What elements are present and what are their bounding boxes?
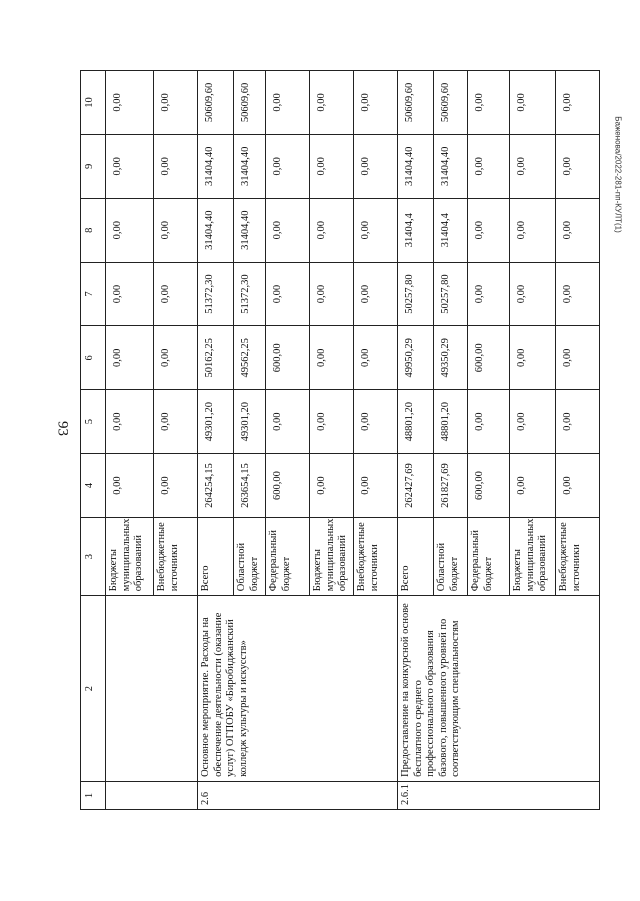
- value-cell: 0,00: [354, 454, 398, 518]
- value-cell: 0,00: [310, 262, 354, 326]
- value-cell: 49301,20: [198, 390, 234, 454]
- value-cell: 0,00: [468, 262, 510, 326]
- table-row: [398, 71, 434, 810]
- value-cell: 31404,40: [198, 134, 234, 198]
- funding-source-cell: Внебюджетные источники: [154, 517, 198, 595]
- row-number-cell: [106, 781, 198, 809]
- value-cell: 0,00: [354, 71, 398, 135]
- value-cell: 0,00: [468, 198, 510, 262]
- header-cell: 9: [81, 134, 106, 198]
- value-cell: 48801,20: [434, 390, 468, 454]
- header-cell: 7: [81, 262, 106, 326]
- header-cell: 2: [81, 596, 106, 782]
- value-cell: 0,00: [106, 454, 154, 518]
- value-cell: 0,00: [510, 390, 556, 454]
- value-cell: 0,00: [510, 262, 556, 326]
- activity-name-cell: Предоставление на конкурсной основе бесплатного среднего профессионального образования базового, повышенного уровней по соответствующим специальностям: [398, 596, 600, 782]
- value-cell: 0,00: [266, 134, 310, 198]
- value-cell: 48801,20: [398, 390, 434, 454]
- value-cell: 0,00: [354, 198, 398, 262]
- header-cell: 4: [81, 454, 106, 518]
- value-cell: 0,00: [310, 198, 354, 262]
- header-row: [81, 71, 106, 810]
- header-cell: 8: [81, 198, 106, 262]
- value-cell: 0,00: [154, 134, 198, 198]
- value-cell: 0,00: [556, 326, 600, 390]
- funding-source-cell: Всего: [198, 517, 234, 595]
- footer-doc-id: Баженова/2022-281-пп-КУЛТ(1): [613, 116, 623, 233]
- activity-name-cell: [106, 596, 198, 782]
- value-cell: 600,00: [266, 326, 310, 390]
- value-cell: 261827,69: [434, 454, 468, 518]
- funding-source-cell: Областной бюджет: [434, 517, 468, 595]
- value-cell: 0,00: [106, 198, 154, 262]
- value-cell: 0,00: [266, 390, 310, 454]
- header-cell: 5: [81, 390, 106, 454]
- value-cell: 0,00: [510, 134, 556, 198]
- value-cell: 0,00: [556, 390, 600, 454]
- funding-source-cell: Внебюджетные источники: [354, 517, 398, 595]
- funding-source-cell: Внебюджетные источники: [556, 517, 600, 595]
- value-cell: 0,00: [556, 262, 600, 326]
- value-cell: 0,00: [154, 454, 198, 518]
- value-cell: 31404,40: [234, 134, 266, 198]
- value-cell: 263654,15: [234, 454, 266, 518]
- value-cell: 0,00: [106, 262, 154, 326]
- value-cell: 51372,30: [234, 262, 266, 326]
- header-cell: 1: [81, 781, 106, 809]
- value-cell: 0,00: [154, 198, 198, 262]
- value-cell: 0,00: [354, 262, 398, 326]
- value-cell: 600,00: [266, 454, 310, 518]
- value-cell: 0,00: [510, 326, 556, 390]
- funding-source-cell: Бюджеты муниципальных образований: [310, 517, 354, 595]
- value-cell: 0,00: [556, 454, 600, 518]
- value-cell: 0,00: [154, 262, 198, 326]
- value-cell: 0,00: [354, 326, 398, 390]
- value-cell: 0,00: [510, 71, 556, 135]
- value-cell: 0,00: [468, 390, 510, 454]
- value-cell: 31404,40: [398, 134, 434, 198]
- value-cell: 0,00: [310, 326, 354, 390]
- funding-source-cell: Бюджеты муниципальных образований: [106, 517, 154, 595]
- value-cell: 0,00: [154, 71, 198, 135]
- budget-table: [80, 70, 600, 810]
- value-cell: 0,00: [266, 262, 310, 326]
- value-cell: 49950,29: [398, 326, 434, 390]
- value-cell: 264254,15: [198, 454, 234, 518]
- value-cell: 0,00: [106, 71, 154, 135]
- value-cell: 50609,60: [434, 71, 468, 135]
- value-cell: 0,00: [556, 198, 600, 262]
- value-cell: 0,00: [154, 390, 198, 454]
- value-cell: 31404,4: [434, 198, 468, 262]
- value-cell: 50257,80: [434, 262, 468, 326]
- value-cell: 31404,40: [198, 198, 234, 262]
- value-cell: 0,00: [106, 390, 154, 454]
- value-cell: 0,00: [266, 198, 310, 262]
- funding-source-cell: Областной бюджет: [234, 517, 266, 595]
- value-cell: 0,00: [468, 134, 510, 198]
- value-cell: 0,00: [556, 71, 600, 135]
- value-cell: 0,00: [106, 326, 154, 390]
- value-cell: 51372,30: [198, 262, 234, 326]
- value-cell: 49562,25: [234, 326, 266, 390]
- value-cell: 31404,4: [398, 198, 434, 262]
- table-row: [198, 71, 234, 810]
- value-cell: 0,00: [310, 390, 354, 454]
- value-cell: 50162,25: [198, 326, 234, 390]
- value-cell: 0,00: [106, 134, 154, 198]
- value-cell: 0,00: [468, 71, 510, 135]
- table-row: [106, 71, 154, 810]
- value-cell: 0,00: [310, 134, 354, 198]
- header-cell: 6: [81, 326, 106, 390]
- value-cell: 600,00: [468, 454, 510, 518]
- value-cell: 600,00: [468, 326, 510, 390]
- value-cell: 49301,20: [234, 390, 266, 454]
- value-cell: 0,00: [310, 454, 354, 518]
- value-cell: 31404,40: [434, 134, 468, 198]
- funding-source-cell: Федеральный бюджет: [468, 517, 510, 595]
- value-cell: 31404,40: [234, 198, 266, 262]
- value-cell: 50609,60: [198, 71, 234, 135]
- funding-source-cell: Федеральный бюджет: [266, 517, 310, 595]
- header-cell: 10: [81, 71, 106, 135]
- funding-source-cell: Всего: [398, 517, 434, 595]
- header-cell: 3: [81, 517, 106, 595]
- value-cell: 0,00: [510, 198, 556, 262]
- row-number-cell: 2.6.1: [398, 781, 600, 809]
- row-number-cell: 2.6: [198, 781, 398, 809]
- activity-name-cell: Основное мероприятие. Расходы на обеспечение деятельности (оказание услуг) ОГПОБУ «Биробиджанский колледж культуры и искусств»: [198, 596, 398, 782]
- value-cell: 49350,29: [434, 326, 468, 390]
- value-cell: 0,00: [510, 454, 556, 518]
- value-cell: 50609,60: [398, 71, 434, 135]
- value-cell: 50257,80: [398, 262, 434, 326]
- value-cell: 262427,69: [398, 454, 434, 518]
- value-cell: 50609,60: [234, 71, 266, 135]
- rotated-table-container: [80, 70, 600, 810]
- funding-source-cell: Бюджеты муниципальных образований: [510, 517, 556, 595]
- value-cell: 0,00: [354, 134, 398, 198]
- value-cell: 0,00: [154, 326, 198, 390]
- page-number: 93: [54, 421, 71, 436]
- value-cell: 0,00: [266, 71, 310, 135]
- value-cell: 0,00: [556, 134, 600, 198]
- value-cell: 0,00: [354, 390, 398, 454]
- value-cell: 0,00: [310, 71, 354, 135]
